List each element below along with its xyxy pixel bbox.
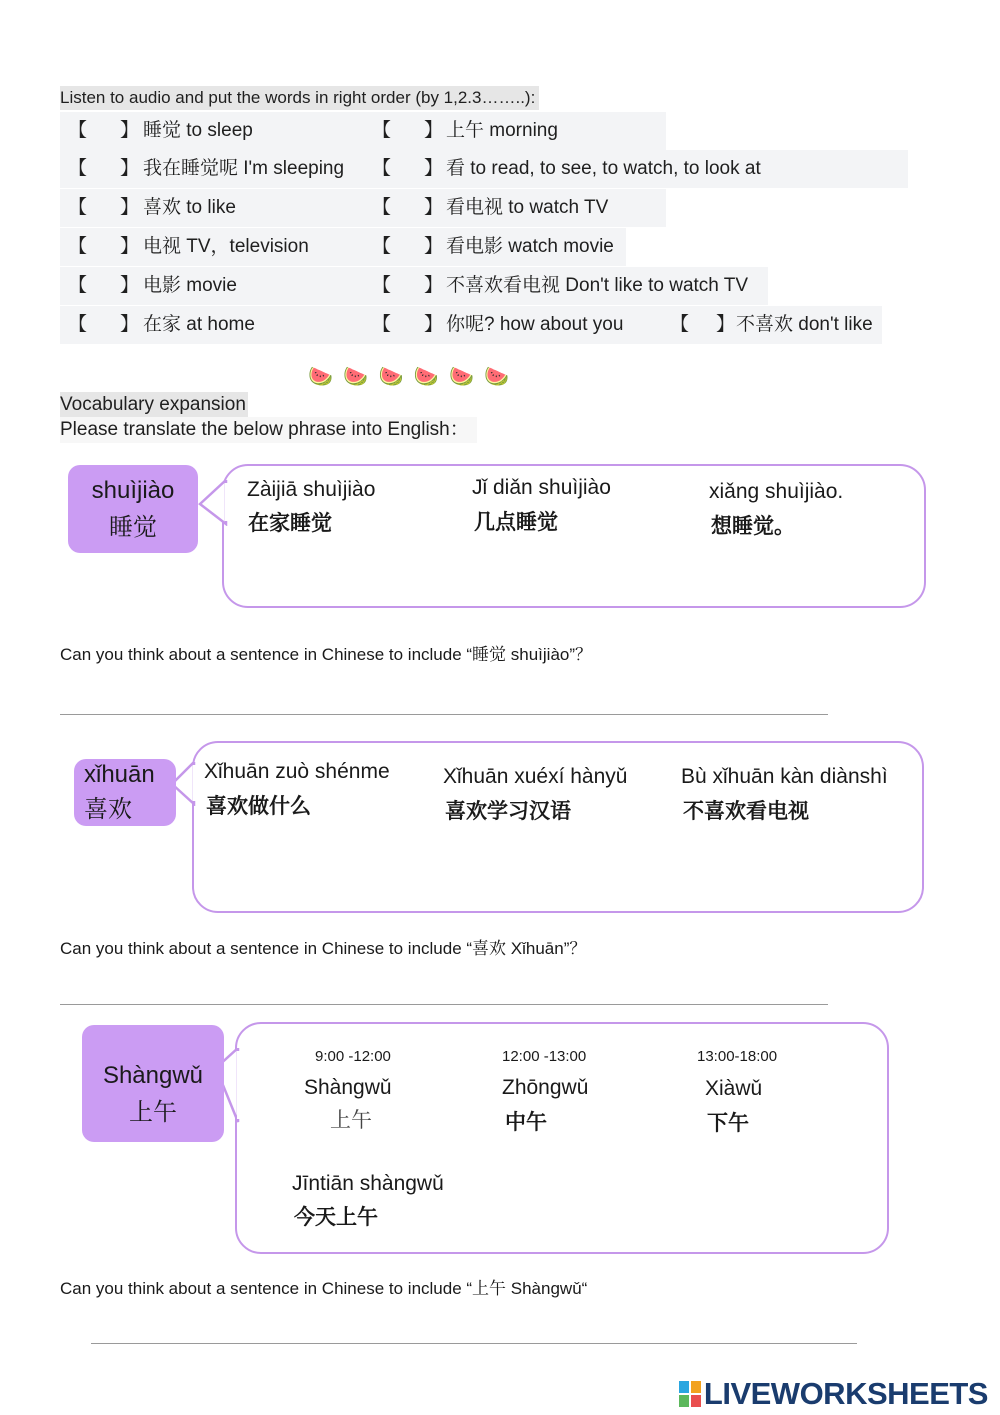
order-row [60,189,666,227]
order-row [60,150,908,188]
order-blank[interactable] [90,234,120,260]
order-blank[interactable] [394,118,424,144]
vocab-subtitle: Please translate the below phrase into English： [60,417,477,443]
order-blank[interactable] [394,156,424,182]
blank-open: 【 [372,275,392,296]
vocab-tag [82,1025,224,1142]
liveworksheets-logo[interactable] [679,1376,988,1415]
logo-mark-icon [679,1379,701,1415]
word-item: 上午 morning [446,120,558,141]
phrase-hanzi: 在家睡觉 [248,510,332,535]
vocab-tag [68,465,198,553]
word-item: 看 to read, to see, to watch, to look at [446,158,761,179]
word-item: 电影 movie [143,275,237,296]
word-item: 我在睡觉呢 I'm sleeping [143,158,345,179]
phrase-hanzi: 几点睡觉 [474,509,558,534]
phrase-pinyin: Jǐ diǎn shuìjiào [472,476,611,499]
watermelon-divider: 🍉 🍉 🍉 🍉 🍉 🍉 [308,364,512,388]
logo-text: LIVEWORKSHEETS [703,1376,988,1411]
blank-open: 【 [372,158,392,179]
order-blank[interactable] [394,273,424,299]
blank-close: 】 [424,197,444,218]
phrase-pinyin: Xiàwǔ [705,1077,763,1100]
tag-hanzi: 喜欢 [84,796,132,823]
order-row [60,306,882,344]
word-item: 睡觉 to sleep [143,120,253,141]
blank-open: 【 [670,314,690,335]
phrase-pinyin: Bù xǐhuān kàn diànshì [681,765,888,788]
word-item: 不喜欢看电视 Don't like to watch TV [446,275,749,296]
vocab-tag [74,759,176,826]
blank-close: 】 [424,275,444,296]
answer-line[interactable] [60,1004,828,1005]
sentence-question: Can you think about a sentence in Chinese to include “喜欢 Xǐhuān”？ [60,939,587,958]
time-range: 13:00-18:00 [697,1048,778,1065]
blank-close: 】 [120,275,140,296]
order-row [60,112,666,150]
phrase-hanzi: 喜欢做什么 [206,793,311,818]
word-item: 喜欢 to like [143,197,236,218]
time-range: 12:00 -13:00 [502,1048,587,1065]
order-row [60,228,626,266]
phrase-pinyin: Zàijiā shuìjiào [247,478,376,501]
phrase-pinyin: Xǐhuān xuéxí hànyǔ [443,765,628,788]
blank-open: 【 [68,120,88,141]
word-item: 你呢? how about you [446,314,624,335]
tag-hanzi: 上午 [129,1099,177,1126]
blank-close: 】 [120,120,140,141]
answer-line[interactable] [91,1343,857,1344]
phrase-hanzi: 下午 [707,1110,749,1135]
blank-open: 【 [68,275,88,296]
phrase-pinyin: Shàngwǔ [304,1076,392,1099]
word-item: 看电影 watch movie [446,236,614,257]
blank-open: 【 [372,197,392,218]
order-blank[interactable] [394,312,424,338]
order-row [60,267,768,305]
blank-open: 【 [372,314,392,335]
tag-pinyin: shuìjiào [91,477,175,504]
time-range: 9:00 -12:00 [315,1048,391,1065]
blank-close: 】 [424,120,444,141]
order-blank[interactable] [90,156,120,182]
order-blank[interactable] [90,195,120,221]
phrase-hanzi: 上午 [330,1108,372,1132]
bubble-pointer [196,480,230,526]
blank-open: 【 [68,236,88,257]
blank-open: 【 [68,314,88,335]
phrase-pinyin: Xǐhuān zuò shénme [204,760,390,783]
word-item: 电视 TV，television [143,236,309,257]
tag-pinyin: Shàngwǔ [102,1062,204,1089]
blank-open: 【 [372,120,392,141]
order-blank[interactable] [394,195,424,221]
sentence-question: Can you think about a sentence in Chinese to include “睡觉 shuìjiào”？ [60,645,593,664]
phrase-pinyin: Jīntiān shàngwǔ [292,1172,444,1195]
blank-open: 【 [68,197,88,218]
blank-close: 】 [424,158,444,179]
phrase-pinyin: Zhōngwǔ [502,1076,589,1099]
phrase-hanzi: 想睡觉。 [711,513,795,538]
sentence-question: Can you think about a sentence in Chinese to include “上午 Shàngwǔ“ [60,1279,588,1298]
blank-open: 【 [372,236,392,257]
blank-close: 】 [120,314,140,335]
order-blank[interactable] [394,234,424,260]
phrase-hanzi: 今天上午 [294,1204,378,1229]
phrase-hanzi: 不喜欢看电视 [683,798,809,823]
answer-line[interactable] [60,714,828,715]
blank-close: 】 [120,236,140,257]
blank-close: 】 [120,158,140,179]
word-item: 看电视 to watch TV [446,197,609,218]
blank-close: 】 [424,236,444,257]
instruction-text: Listen to audio and put the words in right order (by 1,2.3……..): [60,86,539,110]
phrase-hanzi: 喜欢学习汉语 [445,798,571,823]
order-blank[interactable] [90,118,120,144]
blank-close: 】 [716,314,736,335]
tag-hanzi: 睡觉 [109,514,157,541]
blank-close: 】 [120,197,140,218]
word-item: 在家 at home [143,314,255,335]
word-item: 不喜欢 don't like [736,314,873,335]
blank-close: 】 [424,314,444,335]
order-blank[interactable] [90,312,120,338]
phrase-hanzi: 中午 [505,1109,547,1134]
order-blank[interactable] [90,273,120,299]
phrase-pinyin: xiǎng shuìjiào. [709,480,844,503]
vocab-title: Vocabulary expansion [60,392,248,418]
tag-pinyin: xǐhuān [84,761,155,788]
blank-open: 【 [68,158,88,179]
order-blank[interactable] [690,312,716,338]
